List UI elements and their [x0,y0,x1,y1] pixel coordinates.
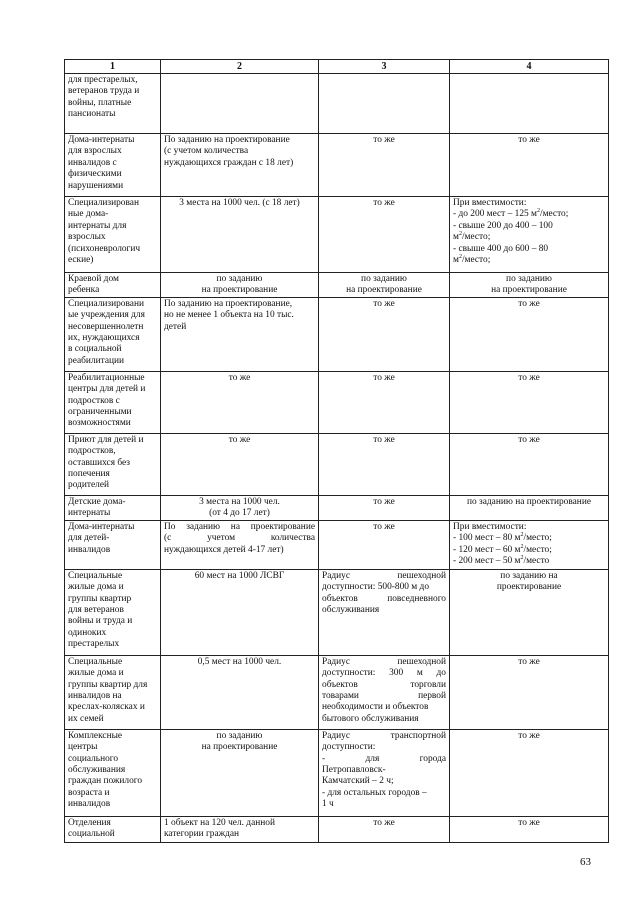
cell-line: граждан пожилого [68,776,143,787]
cell-line: креслах-колясках и [68,702,145,713]
cell-line: Радиус пешеходной [322,570,446,581]
norm-cell [161,655,319,729]
cell-line: По заданию на проектирование [164,521,315,532]
area-cell [450,729,609,816]
cell-line: по заданию [506,274,552,284]
cell-line: объектов повседневного [322,593,446,604]
facility-type-cell [65,273,161,298]
cell-line: по заданию на проектирование [467,496,591,507]
accessibility-cell [319,371,450,433]
unit-text: /место [523,556,550,567]
table-row [65,297,609,371]
norm-cell [161,74,319,134]
cell-line: 1 ч [322,799,334,810]
cell-line: (с учетом количества [164,146,249,157]
cell-line: реабилитации [68,355,125,366]
cell-line: жилые дома и [68,668,124,679]
area-cell [450,433,609,495]
cell-line: - для города [322,753,446,764]
cell-line: интернаты [68,508,111,519]
cell-line: для ветеранов [68,605,124,616]
column-header: 2 [161,60,319,74]
cell-line: инвалидов [68,799,111,810]
cell-line: по заданию [216,274,263,284]
cell-line: жилые дома и [68,582,124,593]
cell-line: При вместимости: [453,198,527,208]
superscript: 2 [536,208,540,215]
cell-line: по заданию [361,274,407,284]
accessibility-cell [319,297,450,371]
table-row [65,197,609,273]
cell-line: проектирование [496,582,562,593]
cell-line: Камчатский – 2 ч; [322,776,394,787]
unit-text: /место; [523,533,552,544]
cell-line: то же [373,496,395,507]
accessibility-cell [319,729,450,816]
column-header: 1 [65,60,161,74]
unit-text: /место; [539,209,569,220]
facility-type-cell [65,520,161,569]
cell-line: группы квартир [68,593,132,604]
cell-line: По заданию на проектирование, [164,298,293,309]
cell-line: инвалидов на [68,691,122,702]
cell-line: попечения [68,469,110,480]
cell-line: (с учетом количества [164,533,315,544]
cell-line: одиноких [68,627,107,638]
cell-line: ограниченными [68,407,132,418]
cell-line: то же [228,372,251,383]
facility-type-cell [65,197,161,273]
cell-line: несовершеннолетн [68,321,144,332]
cell-line: то же [518,656,540,667]
cell-line [453,209,605,220]
norm-cell [161,569,319,655]
norm-cell [161,197,319,273]
cell-line: то же [373,521,395,532]
accessibility-cell [319,569,450,655]
cell-line: (от 4 до 17 лет) [209,508,270,519]
facility-type-cell [65,134,161,197]
cell-line: но не менее 1 объекта на 10 тыс. [164,310,294,321]
table-row [65,433,609,495]
cell-line: еские) [68,255,94,266]
cell-line: Радиус пешеходной [322,656,446,667]
cell-line [453,232,605,243]
table-row [65,520,609,569]
cell-line: доступности: 500-800 м до [322,582,430,593]
cell-text: - 100 мест – 80 м [453,533,521,544]
cell-line: Специальные [68,656,123,667]
cell-line: взрослых [68,232,106,243]
cell-line: для детей- [68,533,110,544]
cell-line: Специализирован [68,198,139,208]
cell-line: возможностями [68,418,131,429]
cell-line: Петропавловск- [322,765,386,776]
cell-text: м [453,232,459,243]
accessibility-cell [319,74,450,134]
facility-type-cell [65,816,161,842]
cell-line: 60 мест на 1000 ЛСВГ [194,570,285,581]
cell-line: 3 места на 1000 чел. [199,496,280,507]
cell-line: то же [373,298,395,309]
accessibility-cell [319,273,450,298]
cell-line: 3 места на 1000 чел. (с 18 лет) [179,198,300,208]
table-header-row [65,60,609,74]
area-cell [450,74,609,134]
cell-line: товарами первой [322,691,446,702]
cell-line [453,533,605,544]
cell-line: Дома-интернаты [68,521,135,532]
cell-line: центры для детей и [68,384,146,395]
cell-line: необходимости и объектов [322,702,429,713]
cell-line: При вместимости: [453,521,527,532]
table-row [65,495,609,520]
cell-line: нарушениями [68,180,124,191]
cell-line: пансионаты [68,109,116,120]
cell-line: ребенка [68,285,100,296]
area-cell [450,197,609,273]
norms-table [64,59,609,843]
page-number: 63 [580,856,591,868]
cell-line: интернаты для [68,220,127,231]
cell-line: центры [68,742,98,753]
facility-type-cell [65,729,161,816]
accessibility-cell [319,197,450,273]
cell-line: группы квартир для [68,679,148,690]
superscript: 2 [520,543,524,550]
cell-line: 1 объект на 120 чел. данной [164,817,275,828]
cell-line: то же [373,135,395,145]
table-row [65,273,609,298]
cell-line: престарелых [68,639,120,650]
cell-line: то же [518,434,540,445]
norm-cell [161,134,319,197]
cell-line: - свыше 400 до 600 – 80 [453,243,549,254]
cell-line: ветеранов труда и [68,86,140,97]
norm-cell [161,495,319,520]
cell-line: на проектирование [201,742,278,753]
cell-line: то же [228,434,251,445]
cell-text: - 120 мест – 60 м [453,544,521,555]
cell-line: Приют для детей и [68,434,144,445]
cell-line: (психоневрологич [68,243,141,254]
cell-line: бытового обслуживания [322,713,419,724]
cell-line: ые учреждения для [68,310,145,321]
cell-line: нуждающихся граждан с 18 лет) [164,157,294,168]
table-row [65,74,609,134]
cell-text: - до 200 мест – 125 м [453,209,537,220]
accessibility-cell [319,433,450,495]
area-cell [450,816,609,842]
norm-cell [161,273,319,298]
cell-line: Дома-интернаты [68,135,135,145]
cell-line: объектов торговли [322,679,446,690]
accessibility-cell [319,134,450,197]
cell-line: ные дома- [68,209,109,220]
table-row [65,134,609,197]
cell-line: доступности: [322,742,376,753]
cell-line: войны и труда и [68,616,133,627]
cell-line: Комплексные [68,730,123,741]
cell-line: По заданию на проектирование [164,135,290,145]
unit-text: /место; [461,255,491,266]
cell-line: - для остальных городов – [322,787,427,798]
facility-type-cell [65,495,161,520]
cell-line: Специализировани [68,298,144,309]
cell-line: категории граждан [164,829,240,840]
cell-line [453,255,605,266]
cell-line: физическими [68,169,122,180]
facility-type-cell [65,655,161,729]
cell-line: обслуживания [68,765,126,776]
cell-line: обслуживания [322,605,380,616]
superscript: 2 [520,555,524,562]
cell-line: по заданию [216,730,263,741]
cell-line: Краевой дом [68,274,119,284]
cell-line: 0,5 мест на 1000 чел. [197,656,282,667]
superscript: 2 [458,231,462,238]
cell-line: то же [373,372,395,383]
superscript: 2 [520,532,524,539]
cell-line: социальной [68,829,115,840]
cell-line: социального [68,753,119,764]
table-row [65,569,609,655]
cell-line: инвалидов с [68,157,117,168]
cell-line: то же [518,730,540,741]
cell-line: их, нуждающихся [68,333,140,344]
cell-line: - свыше 200 до 400 – 100 [453,220,553,231]
area-cell [450,371,609,433]
cell-line: инвалидов [68,544,111,555]
cell-line: Специальные [68,570,123,581]
norm-cell [161,729,319,816]
cell-line: Детские дома- [68,496,126,507]
norm-cell [161,520,319,569]
cell-line: то же [518,372,540,383]
cell-line [453,556,605,567]
cell-line: подростков, [68,446,116,457]
unit-text: /место; [523,544,552,555]
cell-line: на проектирование [346,285,422,296]
cell-line: Отделения [68,817,111,828]
cell-line: на проектирование [201,285,278,296]
area-cell [450,569,609,655]
area-cell [450,520,609,569]
cell-line: их семей [68,713,104,724]
area-cell [450,134,609,197]
table-row [65,655,609,729]
cell-line: для взрослых [68,146,122,157]
accessibility-cell [319,495,450,520]
cell-line: то же [518,298,540,309]
cell-line: возраста и [68,787,110,798]
cell-line: Радиус транспортной [322,730,446,741]
accessibility-cell [319,520,450,569]
cell-line [453,545,605,556]
area-cell [450,495,609,520]
cell-line: Реабилитационные [68,372,145,383]
area-cell [450,655,609,729]
table-row [65,729,609,816]
cell-line: на проектирование [491,285,567,296]
cell-line: в социальной [68,344,122,355]
cell-line: для престарелых, [68,75,138,85]
cell-line: по заданию на [500,570,558,581]
column-header: 3 [319,60,450,74]
cell-line: то же [518,135,540,145]
facility-type-cell [65,74,161,134]
facility-type-cell [65,433,161,495]
cell-line: то же [373,817,395,828]
cell-line: то же [373,434,395,445]
norm-cell [161,816,319,842]
facility-type-cell [65,569,161,655]
norm-cell [161,297,319,371]
cell-line: доступности: 300 м до [322,668,446,679]
table-row [65,816,609,842]
cell-line: подростков с [68,395,120,406]
superscript: 2 [458,254,462,261]
cell-line: то же [373,198,395,208]
facility-type-cell [65,371,161,433]
cell-line: оставшихся без [68,457,130,468]
facility-type-cell [65,297,161,371]
cell-line: родителей [68,480,110,491]
area-cell [450,273,609,298]
column-header: 4 [450,60,609,74]
accessibility-cell [319,655,450,729]
cell-line: нуждающихся детей 4-17 лет) [164,544,284,555]
norm-cell [161,371,319,433]
cell-line: то же [518,817,540,828]
cell-line: войны, платные [68,97,132,108]
norm-cell [161,433,319,495]
accessibility-cell [319,816,450,842]
area-cell [450,297,609,371]
cell-line: детей [164,321,187,332]
cell-text: м [453,255,459,266]
table-row [65,371,609,433]
cell-text: - 200 мест – 50 м [453,556,521,567]
unit-text: /место; [461,232,491,243]
